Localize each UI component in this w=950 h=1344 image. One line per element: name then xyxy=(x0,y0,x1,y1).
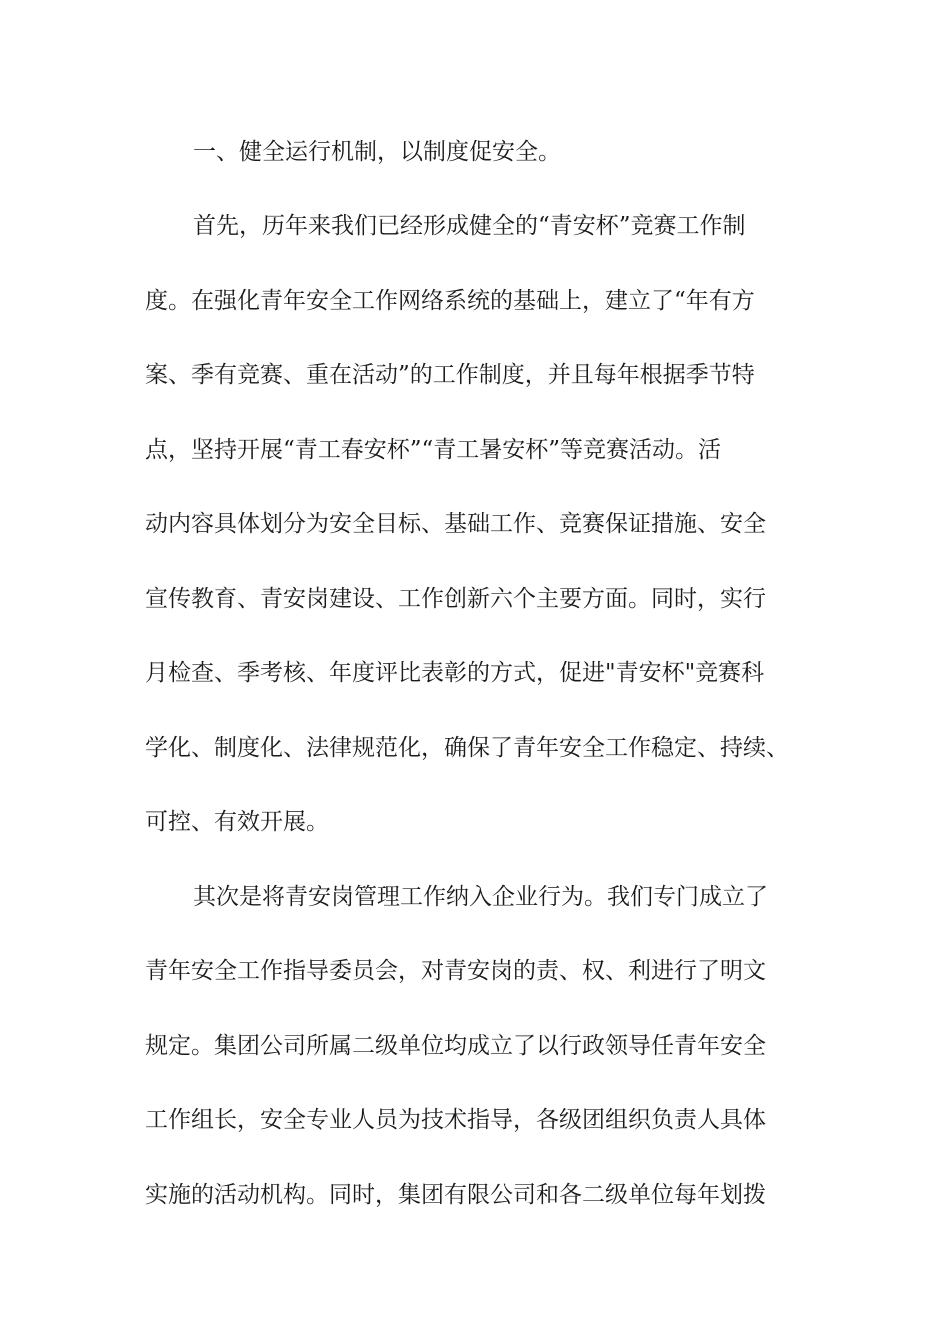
section-heading: 一、健全运行机制，以制度促安全。 xyxy=(193,139,561,165)
paragraph-line: 工作组长，安全专业人员为技术指导，各级团组织负责人具体 xyxy=(145,1107,766,1133)
paragraph-line: 度。在强化青年安全工作网络系统的基础上，建立了“年有方 xyxy=(145,288,755,314)
paragraph-line: 宣传教育、青安岗建设、工作创新六个主要方面。同时，实行 xyxy=(145,586,766,612)
paragraph-line: 规定。集团公司所属二级单位均成立了以行政领导任青年安全 xyxy=(145,1033,766,1059)
paragraph-line: 案、季有竞赛、重在活动”的工作制度，并且每年根据季节特 xyxy=(145,362,755,388)
paragraph-line: 月检查、季考核、年度评比表彰的方式，促进"青安杯"竞赛科 xyxy=(145,660,765,686)
paragraph-line: 其次是将青安岗管理工作纳入企业行为。我们专门成立了 xyxy=(193,884,768,910)
paragraph-line: 首先，历年来我们已经形成健全的“青安杯”竞赛工作制 xyxy=(193,213,746,239)
paragraph-line: 青年安全工作指导委员会，对青安岗的责、权、利进行了明文 xyxy=(145,958,766,984)
paragraph-line: 点，坚持开展“青工春安杯”“青工暑安杯”等竞赛活动。活 xyxy=(145,437,722,463)
paragraph-line: 实施的活动机构。同时，集团有限公司和各二级单位每年划拨 xyxy=(145,1182,766,1208)
paragraph-line: 可控、有效开展。 xyxy=(145,809,329,835)
paragraph-line: 动内容具体划分为安全目标、基础工作、竞赛保证措施、安全 xyxy=(145,511,766,537)
paragraph-line: 学化、制度化、法律规范化，确保了青年安全工作稳定、持续、 xyxy=(145,735,789,761)
